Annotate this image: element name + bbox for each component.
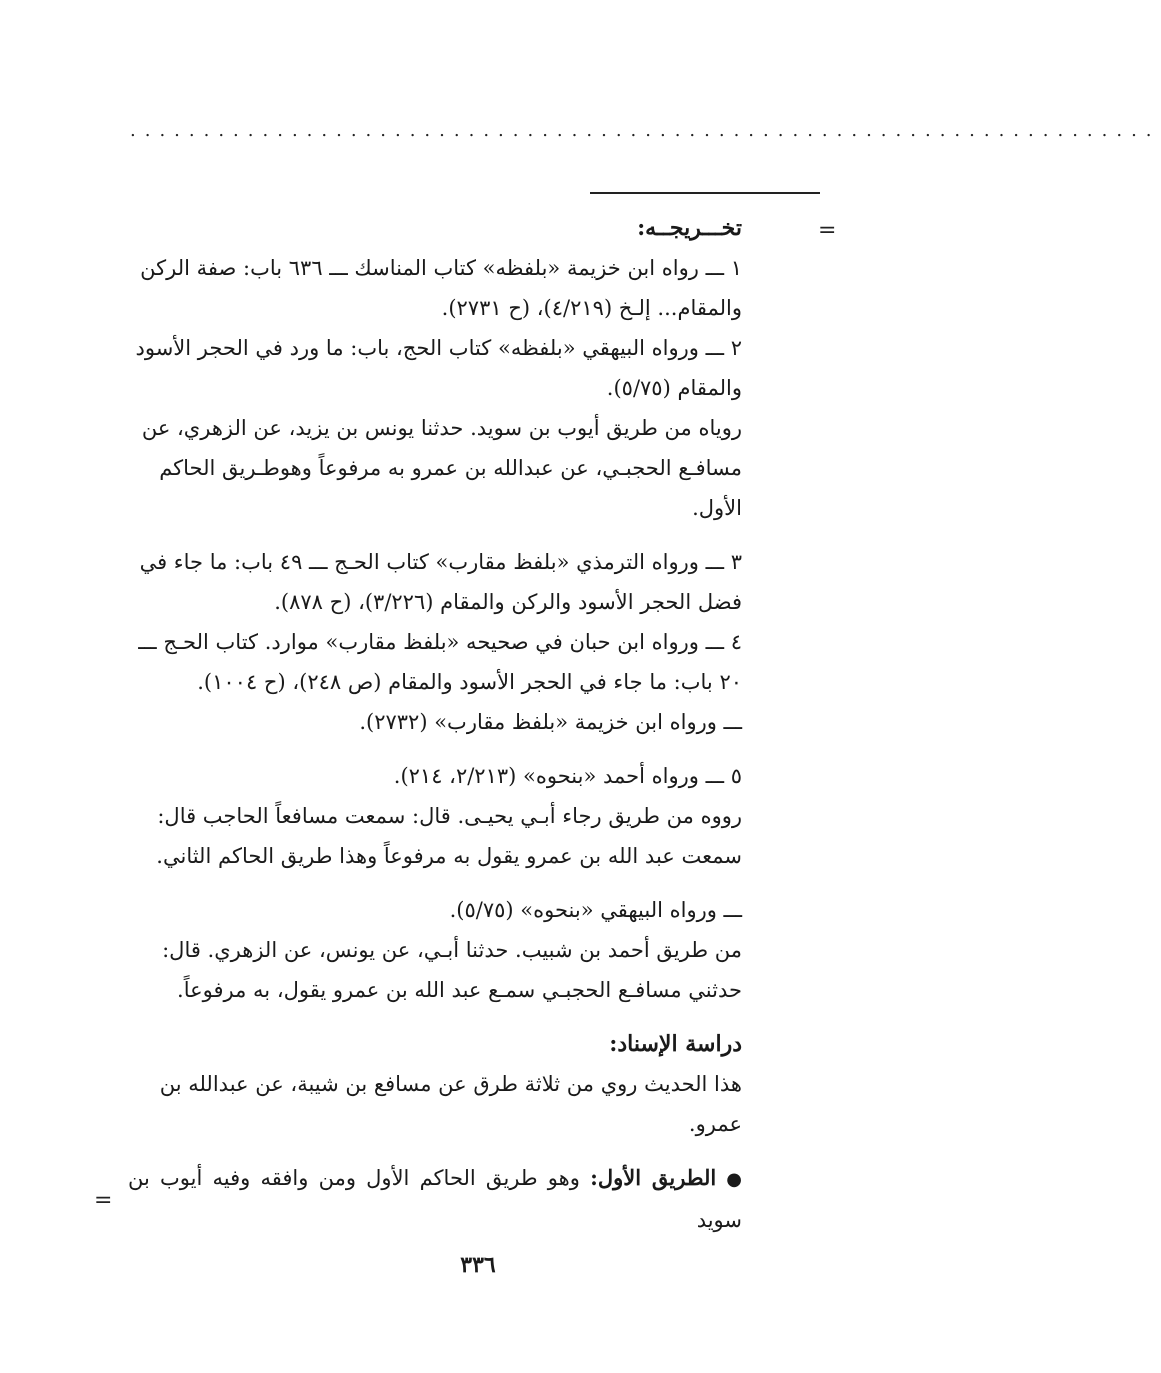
footnote-content (128, 208, 742, 1240)
text-line: ١ ـــ رواه ابن خزيمة «بلفظه» كتاب المناسك ـــ ٦٣٦ باب: صفة الركن (140, 256, 742, 280)
text-line: سمعت عبد الله بن عمرو يقول به مرفوعاً وهذا طريق الحاكم الثاني. (156, 844, 742, 868)
text-line: هذا الحديث روي من ثلاثة طرق عن مسافع بن شيبة، عن عبدالله بن (159, 1072, 742, 1096)
text-line: عمرو. (688, 1112, 742, 1136)
continuation-mark-bottom: = (94, 1188, 113, 1213)
dotted-separator: ...................................................................... (130, 120, 1161, 141)
footnote-rule (590, 192, 820, 194)
text-line: فضل الحجر الأسود والركن والمقام (٣/٢٢٦)، (ح ٨٧٨). (274, 590, 742, 614)
bullet-label: الطريق الأول: (590, 1165, 717, 1190)
text-line: والمقام... إلـخ (٤/٢١٩)، (ح ٢٧٣١). (441, 296, 742, 320)
text-line: مسافـع الحجبـي، عن عبدالله بن عمرو به مرفوعاً وهوطـريق الحاكم (159, 456, 742, 480)
isnad-heading: دراسة الإسناد: (609, 1031, 742, 1057)
text-line: ٤ ـــ ورواه ابن حبان في صحيحه «بلفظ مقارب» موارد. كتاب الحـج ـــ (138, 630, 742, 654)
text-line: والمقام (٥/٧٥). (606, 376, 742, 400)
continuation-mark-top: = (818, 218, 837, 243)
text-line: ٢٠ باب: ما جاء في الحجر الأسود والمقام (ص ٢٤٨)، (ح ١٠٠٤). (197, 670, 742, 694)
text-line: ـــ ورواه البيهقي «بنحوه» (٥/٧٥). (449, 898, 742, 922)
text-line: ٣ ـــ ورواه الترمذي «بلفظ مقارب» كتاب الحـج ـــ ٤٩ باب: ما جاء في (139, 550, 742, 574)
text-line: الأول. (692, 496, 742, 520)
text-line: ٥ ـــ ورواه أحمد «بنحوه» (٢/٢١٣، ٢١٤). (393, 764, 742, 788)
bullet-icon: ● (726, 1169, 742, 1190)
bullet-item (128, 1158, 742, 1240)
text-line: روياه من طريق أيوب بن سويد. حدثنا يونس بن يزيد، عن الزهري، عن (141, 416, 742, 440)
text-line: حدثني مسافـع الحجبـي سمـع عبد الله بن عمرو يقول، به مرفوعاً. (177, 978, 742, 1002)
text-line: ـــ ورواه ابن خزيمة «بلفظ مقارب» (٢٧٣٢). (359, 710, 742, 734)
text-line: ٢ ـــ ورواه البيهقي «بلفظه» كتاب الحج، باب: ما ورد في الحجر الأسود (135, 336, 742, 360)
text-line: من طريق أحمد بن شبيب. حدثنا أبـي، عن يونس، عن الزهري. قال: (162, 938, 742, 962)
bullet-text: وهو طريق الحاكم الأول ومن وافقه وفيه أيوب بن سويد (128, 1166, 742, 1232)
page-number: ٣٣٦ (460, 1252, 496, 1278)
takhrij-heading: تخـــريجــه: (637, 215, 742, 241)
text-line: رووه من طريق رجاء أبـي يحيـى. قال: سمعت مسافعاً الحاجب قال: (157, 804, 742, 828)
